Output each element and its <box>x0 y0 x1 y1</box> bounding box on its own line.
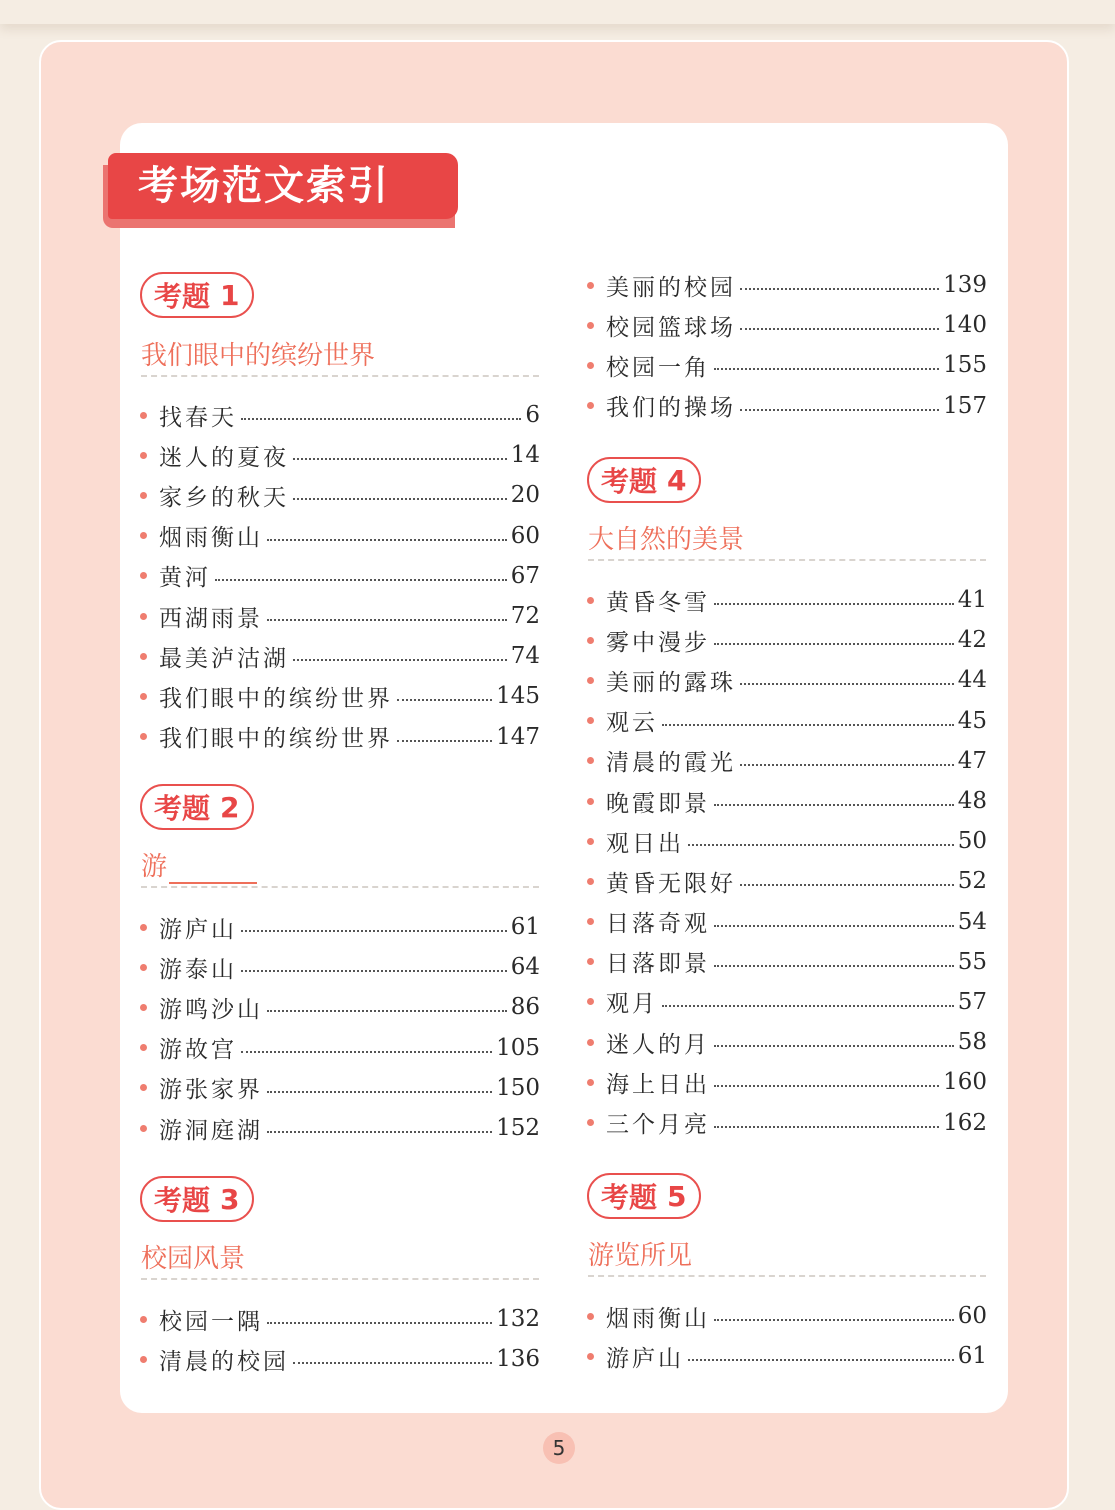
entry-title: 家乡的秋天 <box>159 484 289 511</box>
index-entry <box>587 1102 987 1142</box>
dot-leader <box>241 418 521 420</box>
topic-1-badge <box>140 272 254 318</box>
topic-label: 考题 <box>154 280 211 313</box>
dot-leader <box>241 970 507 972</box>
bullet-dot <box>587 878 594 885</box>
entry-page-number: 140 <box>943 312 987 339</box>
dot-leader <box>662 724 954 726</box>
dot-leader <box>714 1126 939 1128</box>
dot-leader <box>740 683 954 685</box>
dot-leader <box>740 288 939 290</box>
topic-label: 考题 <box>601 1181 658 1214</box>
entry-title: 晚霞即景 <box>606 790 710 817</box>
dot-leader <box>267 619 507 621</box>
bullet-dot <box>140 1316 147 1323</box>
topic-number: 5 <box>667 1179 687 1213</box>
index-entry <box>140 717 540 757</box>
bullet-dot <box>587 757 594 764</box>
dot-leader <box>740 328 939 330</box>
index-entry <box>140 907 540 947</box>
entry-title: 找春天 <box>159 404 237 431</box>
entry-page-number: 61 <box>510 914 540 941</box>
index-entry <box>587 265 987 305</box>
entry-page-number: 61 <box>957 1343 987 1370</box>
bullet-dot <box>140 1125 147 1132</box>
dot-leader <box>397 699 492 701</box>
entry-title: 观日出 <box>606 830 684 857</box>
topic-2-badge <box>140 784 254 830</box>
topic-1-list <box>140 395 540 757</box>
entry-title: 三个月亮 <box>606 1112 710 1139</box>
topic-2-list <box>140 907 540 1148</box>
bullet-dot <box>140 1084 147 1091</box>
entry-title: 游庐山 <box>606 1345 684 1372</box>
dot-leader <box>267 1091 492 1093</box>
bullet-dot <box>587 998 594 1005</box>
page-title: 考场范文索引 <box>108 153 458 219</box>
dot-leader <box>267 1010 507 1012</box>
dot-leader <box>714 925 954 927</box>
bullet-dot <box>587 677 594 684</box>
dot-leader <box>293 498 507 500</box>
entry-page-number: 136 <box>496 1346 540 1373</box>
dot-leader <box>267 1322 492 1324</box>
bullet-dot <box>587 362 594 369</box>
bullet-dot <box>140 964 147 971</box>
dot-leader <box>662 1005 954 1007</box>
topic-2-subtitle-text: 游 <box>141 852 168 882</box>
entry-title: 美丽的露珠 <box>606 669 736 696</box>
index-entry <box>140 1339 540 1379</box>
bullet-dot <box>140 693 147 700</box>
index-entry <box>140 1299 540 1339</box>
topic-3-list-a <box>140 1299 540 1379</box>
dot-leader <box>397 740 492 742</box>
bullet-dot <box>587 1313 594 1320</box>
bullet-dot <box>140 532 147 539</box>
index-entry <box>587 345 987 385</box>
entry-page-number: 64 <box>510 954 540 981</box>
dot-leader <box>293 1362 492 1364</box>
index-entry <box>587 902 987 942</box>
index-entry <box>140 556 540 596</box>
entry-page-number: 105 <box>496 1034 540 1061</box>
index-entry <box>587 781 987 821</box>
entry-title: 清晨的霞光 <box>606 750 736 777</box>
index-entry <box>587 580 987 620</box>
dot-leader <box>688 1359 954 1361</box>
entry-title: 我们的操场 <box>606 395 736 422</box>
entry-page-number: 67 <box>510 562 540 589</box>
index-entry <box>140 987 540 1027</box>
entry-page-number: 132 <box>496 1306 540 1333</box>
entry-title: 观月 <box>606 991 658 1018</box>
dot-leader <box>267 539 507 541</box>
entry-page-number: 60 <box>957 1303 987 1330</box>
topic-label: 考题 <box>601 465 658 498</box>
bullet-dot <box>140 1044 147 1051</box>
topic-5-badge <box>587 1173 701 1219</box>
index-entry <box>140 947 540 987</box>
topic-number: 3 <box>220 1182 240 1216</box>
bullet-dot <box>140 452 147 459</box>
index-entry <box>140 1028 540 1068</box>
dot-leader <box>714 1045 954 1047</box>
index-entry <box>140 1068 540 1108</box>
entry-page-number: 14 <box>510 442 540 469</box>
bullet-dot <box>587 322 594 329</box>
topic-3-subtitle: 校园风景 <box>141 1242 539 1280</box>
bullet-dot <box>140 1356 147 1363</box>
bullet-dot <box>140 1004 147 1011</box>
topic-4-badge <box>587 457 701 503</box>
entry-title: 迷人的夏夜 <box>159 444 289 471</box>
dot-leader <box>714 1319 954 1321</box>
bullet-dot <box>140 572 147 579</box>
index-entry <box>587 1022 987 1062</box>
bullet-dot <box>587 918 594 925</box>
bullet-dot <box>140 613 147 620</box>
entry-page-number: 58 <box>957 1029 987 1056</box>
index-entry <box>140 596 540 636</box>
dot-leader <box>241 1051 492 1053</box>
entry-page-number: 50 <box>957 828 987 855</box>
entry-title: 黄昏无限好 <box>606 870 736 897</box>
bullet-dot <box>587 1353 594 1360</box>
bullet-dot <box>587 717 594 724</box>
entry-page-number: 86 <box>510 994 540 1021</box>
entry-title: 烟雨衡山 <box>606 1305 710 1332</box>
index-entry <box>140 516 540 556</box>
entry-title: 迷人的月 <box>606 1031 710 1058</box>
entry-title: 我们眼中的缤纷世界 <box>159 685 393 712</box>
dot-leader <box>267 1131 492 1133</box>
topic-number: 2 <box>220 790 240 824</box>
bullet-dot <box>587 1039 594 1046</box>
topic-5-list <box>587 1296 987 1376</box>
entry-page-number: 150 <box>496 1074 540 1101</box>
entry-page-number: 44 <box>957 667 987 694</box>
entry-title: 观云 <box>606 710 658 737</box>
index-entry <box>140 475 540 515</box>
bullet-dot <box>587 597 594 604</box>
bullet-dot <box>587 282 594 289</box>
entry-page-number: 6 <box>525 402 540 429</box>
entry-page-number: 155 <box>943 352 987 379</box>
index-entry <box>587 1296 987 1336</box>
entry-title: 最美泸沽湖 <box>159 645 289 672</box>
dot-leader <box>714 368 939 370</box>
entry-title: 校园篮球场 <box>606 314 736 341</box>
bullet-dot <box>587 637 594 644</box>
index-entry <box>587 305 987 345</box>
index-entry <box>140 435 540 475</box>
index-entry <box>140 636 540 676</box>
entry-title: 我们眼中的缤纷世界 <box>159 726 393 753</box>
entry-title: 日落即景 <box>606 951 710 978</box>
dot-leader <box>293 458 507 460</box>
dot-leader <box>215 579 507 581</box>
index-entry <box>587 861 987 901</box>
topic-label: 考题 <box>154 792 211 825</box>
index-entry <box>587 660 987 700</box>
entry-page-number: 20 <box>510 482 540 509</box>
fill-in-blank <box>169 858 257 884</box>
dot-leader <box>293 659 507 661</box>
top-edge <box>0 0 1115 24</box>
topic-3-list-b <box>587 265 987 426</box>
entry-title: 游故宫 <box>159 1037 237 1064</box>
entry-title: 黄河 <box>159 565 211 592</box>
entry-page-number: 160 <box>943 1069 987 1096</box>
bullet-dot <box>140 492 147 499</box>
index-entry <box>587 701 987 741</box>
dot-leader <box>740 764 954 766</box>
entry-page-number: 45 <box>957 707 987 734</box>
entry-page-number: 157 <box>943 392 987 419</box>
topic-3-badge <box>140 1176 254 1222</box>
index-entry <box>587 741 987 781</box>
entry-title: 黄昏冬雪 <box>606 589 710 616</box>
entry-title: 校园一隅 <box>159 1308 263 1335</box>
bullet-dot <box>587 402 594 409</box>
entry-page-number: 72 <box>510 603 540 630</box>
topic-number: 1 <box>220 278 240 312</box>
bullet-dot <box>140 924 147 931</box>
entry-page-number: 54 <box>957 908 987 935</box>
entry-title: 美丽的校园 <box>606 274 736 301</box>
index-entry <box>587 982 987 1022</box>
entry-title: 西湖雨景 <box>159 605 263 632</box>
entry-title: 校园一角 <box>606 354 710 381</box>
index-entry <box>140 395 540 435</box>
entry-page-number: 139 <box>943 272 987 299</box>
dot-leader <box>714 804 954 806</box>
bullet-dot <box>587 838 594 845</box>
entry-title: 雾中漫步 <box>606 629 710 656</box>
dot-leader <box>714 1085 939 1087</box>
entry-title: 游张家界 <box>159 1077 263 1104</box>
entry-title: 海上日出 <box>606 1071 710 1098</box>
dot-leader <box>714 965 954 967</box>
dot-leader <box>241 930 507 932</box>
index-entry <box>140 1108 540 1148</box>
entry-title: 烟雨衡山 <box>159 525 263 552</box>
index-entry <box>587 821 987 861</box>
bullet-dot <box>587 958 594 965</box>
bullet-dot <box>140 733 147 740</box>
topic-number: 4 <box>667 463 687 497</box>
index-entry <box>587 620 987 660</box>
entry-title: 游洞庭湖 <box>159 1117 263 1144</box>
index-entry <box>587 386 987 426</box>
entry-page-number: 152 <box>496 1115 540 1142</box>
entry-page-number: 60 <box>510 522 540 549</box>
entry-page-number: 42 <box>957 627 987 654</box>
dot-leader <box>714 603 954 605</box>
entry-title: 日落奇观 <box>606 911 710 938</box>
entry-page-number: 41 <box>957 587 987 614</box>
entry-title: 清晨的校园 <box>159 1348 289 1375</box>
entry-title: 游泰山 <box>159 956 237 983</box>
bullet-dot <box>140 412 147 419</box>
page-number: 5 <box>543 1432 575 1464</box>
index-entry <box>140 676 540 716</box>
entry-page-number: 162 <box>943 1109 987 1136</box>
entry-title: 游庐山 <box>159 916 237 943</box>
topic-label: 考题 <box>154 1184 211 1217</box>
entry-page-number: 147 <box>496 723 540 750</box>
entry-title: 游鸣沙山 <box>159 996 263 1023</box>
topic-4-subtitle: 大自然的美景 <box>588 523 986 561</box>
dot-leader <box>688 844 954 846</box>
entry-page-number: 48 <box>957 788 987 815</box>
topic-4-list <box>587 580 987 1143</box>
entry-page-number: 52 <box>957 868 987 895</box>
bullet-dot <box>587 1119 594 1126</box>
entry-page-number: 47 <box>957 747 987 774</box>
bullet-dot <box>587 798 594 805</box>
entry-page-number: 57 <box>957 988 987 1015</box>
index-entry <box>587 942 987 982</box>
bullet-dot <box>140 653 147 660</box>
index-entry <box>587 1336 987 1376</box>
dot-leader <box>740 409 939 411</box>
topic-2-subtitle <box>141 850 539 888</box>
dot-leader <box>714 643 954 645</box>
index-entry <box>587 1062 987 1102</box>
topic-1-subtitle: 我们眼中的缤纷世界 <box>141 339 539 377</box>
entry-page-number: 74 <box>510 643 540 670</box>
dot-leader <box>740 884 954 886</box>
bullet-dot <box>587 1079 594 1086</box>
entry-page-number: 145 <box>496 683 540 710</box>
topic-5-subtitle: 游览所见 <box>588 1239 986 1277</box>
entry-page-number: 55 <box>957 948 987 975</box>
